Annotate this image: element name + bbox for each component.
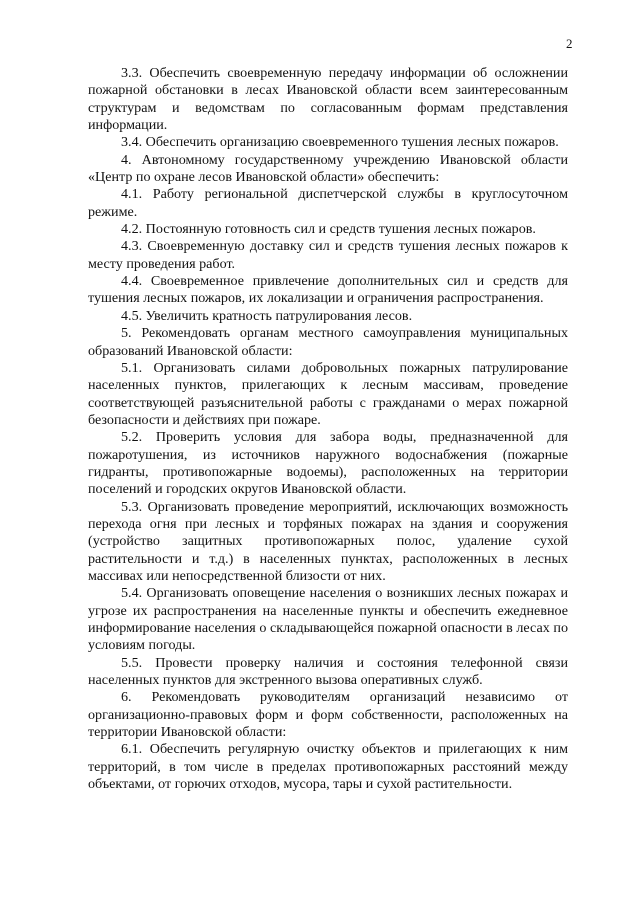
paragraph-5: 5. Рекомендовать органам местного самоуправления муниципальных образований Ивановской области: <box>88 325 568 359</box>
paragraph-5-2: 5.2. Проверить условия для забора воды, предназначенной для пожаротушения, из источников наружного водоснабжения (пожарные гидранты, противопожарные водоемы), расположенных на территории поселений и городских округов Ивановской области. <box>88 429 568 498</box>
paragraph-4-3: 4.3. Своевременную доставку сил и средств тушения лесных пожаров к месту проведения работ. <box>88 238 568 272</box>
paragraph-4: 4. Автономному государственному учреждению Ивановской области «Центр по охране лесов Ивановской области» обеспечить: <box>88 151 568 186</box>
paragraph-4-2: 4.2. Постоянную готовность сил и средств тушения лесных пожаров. <box>121 221 536 238</box>
paragraph-6: 6. Рекомендовать руководителям организаций независимо от организационно-правовых форм и форм собственности, расположенных на территории Ивановской области: <box>88 689 568 741</box>
paragraph-4-1: 4.1. Работу региональной диспетчерской службы в круглосуточном режиме. <box>88 186 568 220</box>
paragraph-5-1: 5.1. Организовать силами добровольных пожарных патрулирование населенных пунктов, прилегающих к лесным массивам, проведение соответствующей разъяснительной работы с гражданами о мерах пожарной безопасности и действиях при пожаре. <box>88 359 568 428</box>
paragraph-5-5: 5.5. Провести проверку наличия и состояния телефонной связи населенных пунктов для экстренного вызова оперативных служб. <box>88 654 568 689</box>
paragraph-3-3: 3.3. Обеспечить своевременную передачу информации об осложнении пожарной обстановки в лесах Ивановской области всем заинтересованным структурам и ведомствам по согласованным формам представления информации. <box>88 65 568 134</box>
paragraph-4-5: 4.5. Увеличить кратность патрулирования лесов. <box>121 307 413 324</box>
paragraph-6-1: 6.1. Обеспечить регулярную очистку объектов и прилегающих к ним территорий, в том числе в пределах противопожарных расстояний между объектами, от горючих отходов, мусора, тары и сухой растительности. <box>88 741 568 793</box>
document-body <box>88 65 568 793</box>
paragraph-3-4: 3.4. Обеспечить организацию своевременного тушения лесных пожаров. <box>121 134 559 151</box>
page-number: 2 <box>566 36 573 51</box>
paragraph-4-4: 4.4. Своевременное привлечение дополнительных сил и средств для тушения лесных пожаров, их локализации и ограничения распространения. <box>88 273 568 307</box>
paragraph-5-3: 5.3. Организовать проведение мероприятий, исключающих возможность перехода огня при лесных и торфяных пожарах на здания и сооружения (устройство защитных противопожарных полос, удаление сухой растительности и т.д.) в населенных пунктах, расположенных в лесных массивах или непосредственной близости от них. <box>88 498 568 584</box>
paragraph-5-4: 5.4. Организовать оповещение населения о возникших лесных пожарах и угрозе их распространения на населенные пункты и обеспечить ежедневное информирование населения о складывающейся пожарной опасности в лесах по условиям погоды. <box>88 585 568 654</box>
